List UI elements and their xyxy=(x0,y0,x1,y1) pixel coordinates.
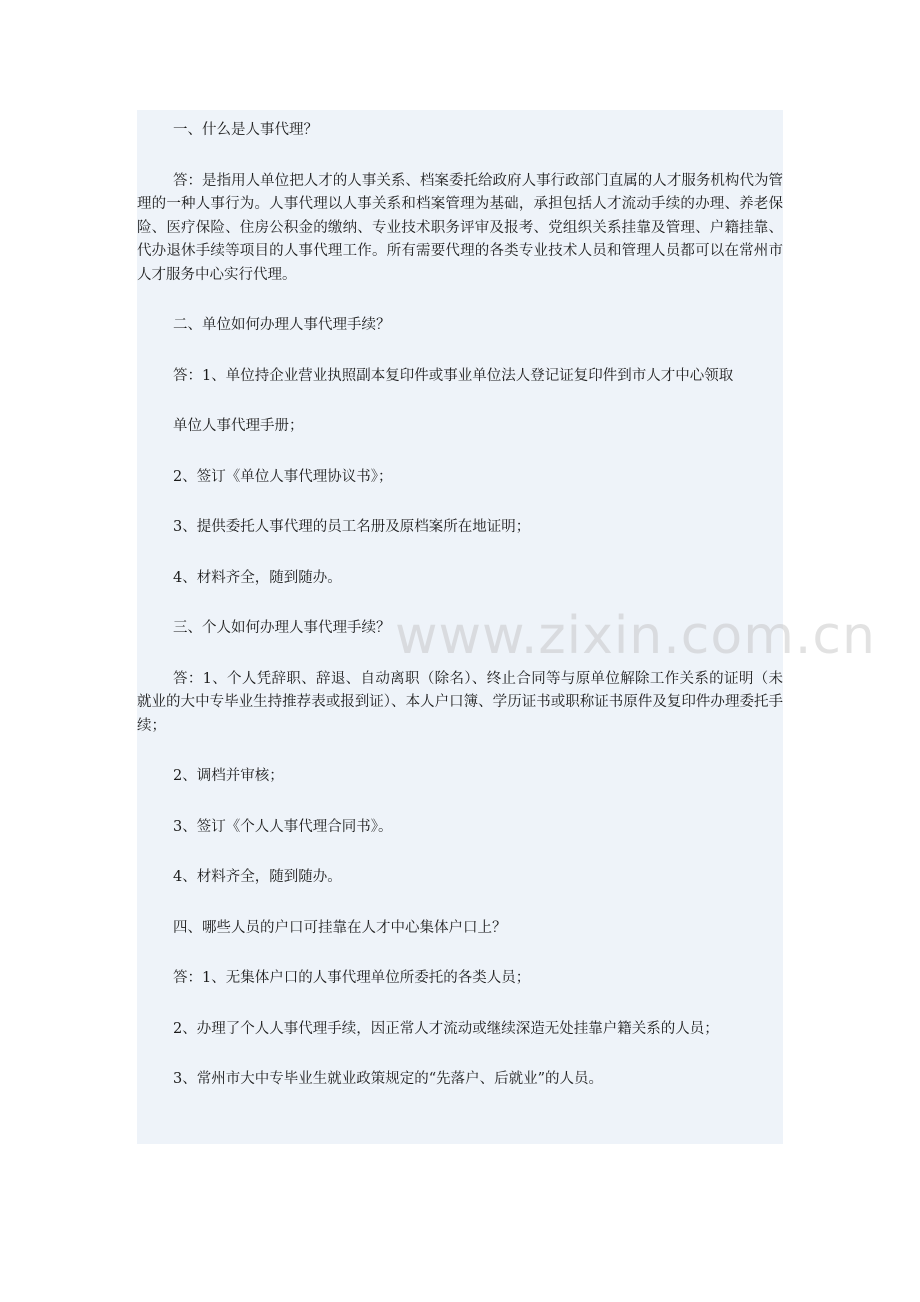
question-2: 二、单位如何办理人事代理手续？ xyxy=(173,317,391,333)
answer-2-item-3: 3、提供委托人事代理的员工名册及原档案所在地证明； xyxy=(173,519,531,535)
answer-4-item-2: 2、办理了个人人事代理手续，因正常人才流动或继续深造无处挂靠户籍关系的人员； xyxy=(173,1020,719,1037)
answer-3-item-1: 答：1、个人凭辞职、辞退、自动离职（除名）、终止合同等与原单位解除工作关系的证明（未就业的大中专毕业生持推荐表或报到证）、本人户口簿、学历证书或职称证书原件及复印件办理委托手续； xyxy=(137,670,783,734)
answer-3-item-3: 3、签订《个人人事代理合同书》。 xyxy=(173,818,393,835)
question-3: 三、个人如何办理人事代理手续？ xyxy=(173,620,391,636)
question-4: 四、哪些人员的户口可挂靠在人才中心集体户口上？ xyxy=(173,919,507,936)
question-1: 一、什么是人事代理？ xyxy=(173,122,318,138)
document-panel xyxy=(137,110,783,1144)
answer-2-item-1-cont: 单位人事代理手册； xyxy=(173,418,304,434)
watermark: www.zixin.com.cn xyxy=(395,606,876,666)
answer-3-item-4: 4、材料齐全，随到随办。 xyxy=(173,869,342,885)
answer-4-item-1: 答：1、无集体户口的人事代理单位所委托的各类人员； xyxy=(173,970,531,986)
answer-3-item-2: 2、调档并审核； xyxy=(173,768,284,784)
answer-2-item-4: 4、材料齐全，随到随办。 xyxy=(173,569,342,586)
answer-4-item-3: 3、常州市大中专毕业生就业政策规定的“先落户、后就业”的人员。 xyxy=(173,1071,604,1087)
answer-2-item-2: 2、签订《单位人事代理协议书》； xyxy=(173,468,393,485)
answer-1: 答：是指用人单位把人才的人事关系、档案委托给政府人事行政部门直属的人才服务机构代为管理的一种人事行为。人事代理以人事关系和档案管理为基础，承担包括人才流动手续的办理、养老保险、医疗保险、住房公积金的缴纳、专业技术职务评审及报考、党组织关系挂靠及管理、户籍挂靠、代办退休手续等项目的人事代理工作。所有需要代理的各类专业技术人员和管理人员都可以在常州市人才服务中心实行代理。 xyxy=(137,172,783,283)
answer-2-item-1: 答：1、单位持企业营业执照副本复印件或事业单位法人登记证复印件到市人才中心领取 xyxy=(173,367,734,384)
